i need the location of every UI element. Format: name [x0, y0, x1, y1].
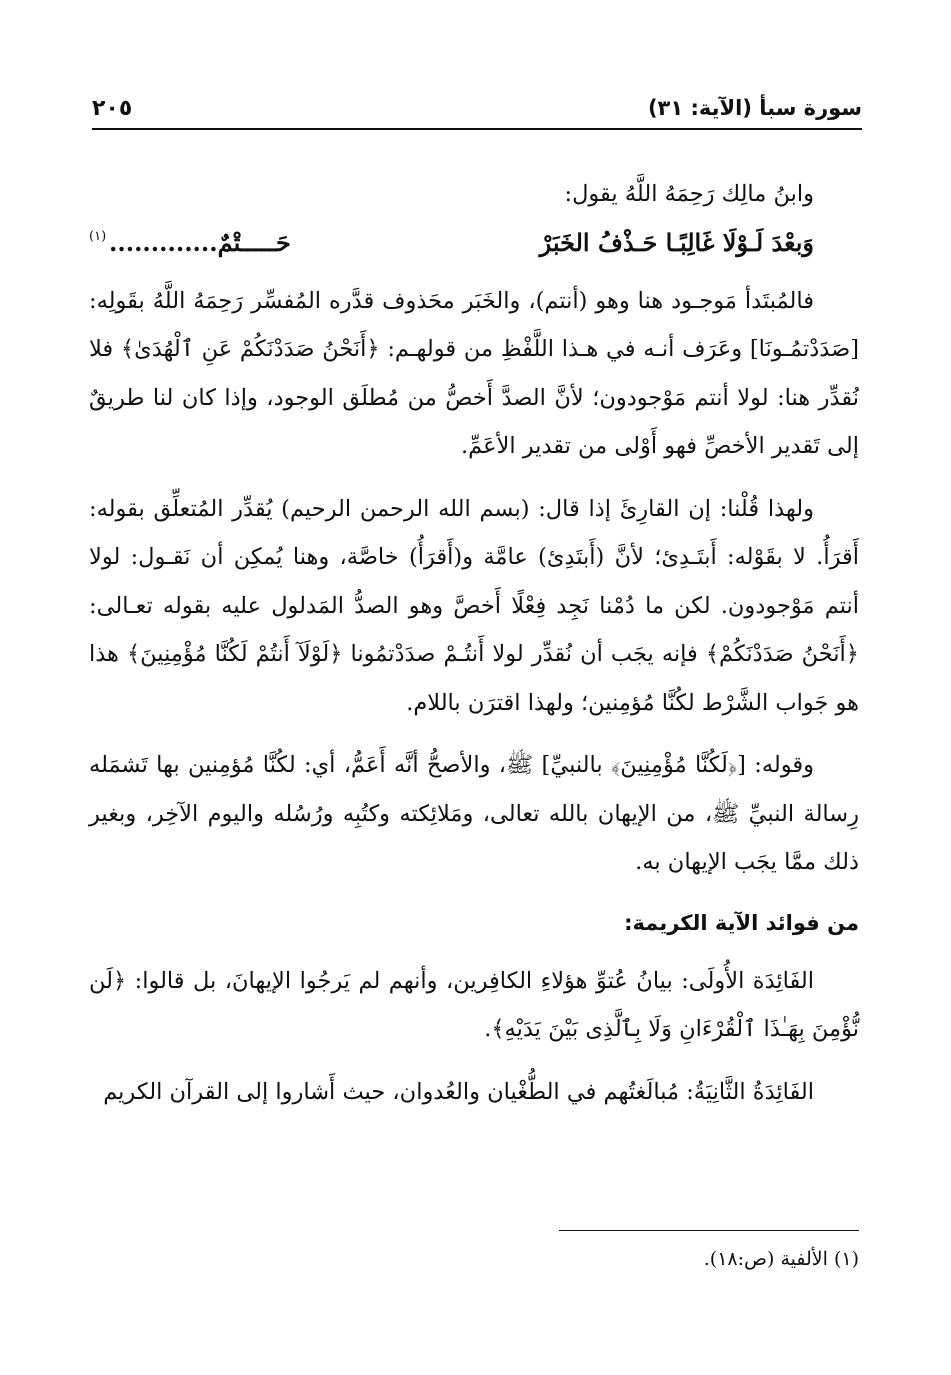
poem-second-hemistich: حَـــــتْمٌ............. — [109, 227, 291, 257]
main-text — [89, 170, 859, 1116]
poem-first-hemistich: وَبعْدَ لَـوْلَا غَالِبًـا حَـذْفُ الخَبَرْ — [539, 227, 814, 257]
section-heading: من فوائد الآية الكريمة: — [624, 910, 859, 935]
page-header — [92, 88, 862, 130]
running-title: سورة سبأ (الآية: ٣١) — [647, 96, 862, 120]
footnote: (١) الألفية (ص:١٨). — [703, 1248, 859, 1270]
footnote-divider — [559, 1230, 859, 1231]
paragraph: وقوله: [﴿لَكُنَّا مُؤْمِنِينَ﴾ بالنبيِّ] ﷺ، والأصحُّ أنَّه أَعَمُّ، أي: لكُنَّا مُؤمِنين بها تَشمَله رِسالة النبيِّ ﷺ، من الإيهان بالله تعالى، ومَلائِكته وكتُبِه ورُسُله واليوم الآخِر، وبغير ذلك ممَّا يجَب الإيهان به. — [89, 752, 859, 875]
poem-intro: وابنُ مالِك رَحِمَهُ اللَّهُ يقول: — [564, 181, 814, 207]
poem-verse — [89, 219, 859, 271]
paragraph: ولهذا قُلْنا: إن القارِئَ إذا قال: (بسم الله الرحمن الرحيم) يُقدِّر المُتعلِّق بقوله: أَقرَأُ. لا بقَوْله: أَبتَـدِئ؛ لأنَّ (أَبتَدِئ) عامَّة و(أَقرَأُ) خاصَّة، وهنا يُمكِن أن نَقـول: لولا أنتم مَوْجودون. لكن ما دُمْنا نَجِد فِعْلًا أَخصَّ وهو الصدُّ المَدلول عليه بقوله تعـالى: ﴿أَنَحْنُ صَدَدْنَكُمْ﴾ فإنه يجَب أن نُقدِّر لولا أَنتُـمْ صدَدْتمُونا ﴿لَوْلَآ أَنتُمْ لَكُنَّا مُؤْمِنِينَ﴾ هذا هو جَواب الشَّرْط لكُنَّا مُؤمِنين؛ ولهذا اقترَن باللام. — [89, 495, 859, 716]
benefit-paragraph: الفَائِدَة الأُولَى: بيانُ عُتوِّ هؤلاءِ الكافِرين، وأنهم لم يَرجُوا الإيهانَ، بل قالوا: ﴿لَن نُّؤْمِنَ بِهَـٰذَا ٱلْقُرْءَانِ وَلَا بِٱلَّذِى بَيْنَ يَدَيْهِ﴾. — [89, 967, 859, 1042]
paragraph: فالمُبتَدأ مَوجـود هنا وهو (أنتم)، والخَبَر محَذوف قدَّره المُفسِّر رَحِمَهُ اللَّهُ بقَولِه: [صَدَدْتمُـونَا] وعَرَف أنـه في هـذا اللَّفْظِ من قولهـم: ﴿أَنَحْنُ صَدَدْنَكُمْ عَنِ ٱلْهُدَىٰ﴾ فلا نُقدِّر هنا: لولا أنتم مَوْجودون؛ لأنَّ الصدَّ أَخصُّ من مُطلَق الوجود، وإذا كان لنا طريقٌ إلى تَقدير الأخصِّ فهو أَوْلى من تقدير الأعَمِّ. — [89, 287, 859, 459]
page-number: ٢٠٥ — [92, 96, 133, 121]
benefit-paragraph: الفَائِدَةُ الثَّانِيَةُ: مُبالَغتُهم في الطُّغْيان والعُدوان، حيث أَشاروا إلى القرآن الكريم — [103, 1078, 814, 1105]
footnote-marker: (١) — [89, 228, 107, 244]
